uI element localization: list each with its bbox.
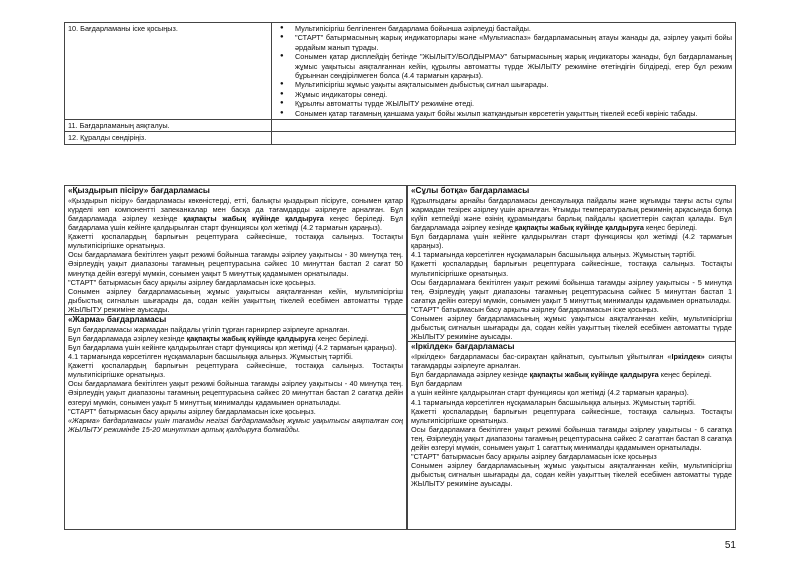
- left-column: [64, 185, 407, 530]
- paragraph: Бұл бағдарлама үшін кейінге қалдырылған старт функциясы қол жетімді (4.2 тармағын қараңыз).: [411, 232, 732, 251]
- paragraph: Осы бағдарламаға бекітілген уақыт режимі бойынша тағамды әзірлеу уақытысы - 5 минутқа тең. Әзірлеудің уақыт диапазоны тағамның рецептурасына сәйкес 5 минуттан бастап 1 сағатқа дейін өзгеруі мүмкін, сонымен уақыт 5 минуттық минималды қадамымен орнатылады.: [411, 277, 732, 305]
- list-item: ● "СТАРТ" батырмасының жарық индикаторлары және «Мультиаспаз» бағдарламасының атауы жанады да, әзірлеу уақыті бойы әрдайым жанып тұрады.: [275, 33, 732, 52]
- paragraph: Құрылғыдағы арнайы бағдарламасы денсаулыққа пайдалы және жұғымды таңғы асты сұлы жармадан тезірек әзірлеу үшін арналған. Ұтымды температуралық режимнің арқасында ботқа күйіп кетпейді және өзінің құрамындағы барлық пайдалы қасиеттерін сақтап қалады. Бұл бағдарламада әзірлеу кезінде қақпақты жабық күйінде қалдыруға кеңес беріледі.: [411, 195, 732, 233]
- paragraph: "СТАРТ" батырмасын басу арқылы әзірлеу бағдарламасын іске қосыңыз.: [68, 277, 316, 287]
- section-title: «Жарма» бағдарламасы: [68, 315, 167, 325]
- paragraph: Сонымен әзірлеу бағдарламасының жұмыс уақытысы аяқталғаннан кейін, мультипісіргіш дыбыстық сигналын шығарады да, содан кейін уақыттың тікелей есебімен автоматты түрде ЖЫЛЫТУ режиміне ауысады.: [411, 461, 732, 489]
- paragraph: Сонымен әзірлеу бағдарламасының жұмыс уақытысы аяқталғаннан кейін, мультипісіргіш дыбыстық сигналын шығарады да, содан кейін уақыттың тікелей есебімен автоматты түрде ЖЫЛЫТУ режиміне ауысады.: [411, 314, 732, 342]
- table-row: [65, 23, 736, 120]
- paragraph: Бұл бағдарламада әзірлеу кезінде қақпақты жабық күйінде қалдыруға кеңес беріледі.: [411, 370, 712, 380]
- paragraph: "СТАРТ" батырмасын басу арқылы әзірлеу бағдарламасын іске қосыңыз: [411, 452, 657, 462]
- paragraph: 4.1 тармағында көрсетілген нұсқамаларын басшылыққа алыңыз. Жұмыстың тәртібі.: [68, 352, 353, 362]
- table-row: [65, 132, 736, 144]
- paragraph: а үшін кейінге қалдырылған старт функциясы қол жетімді (4.2 тармағын қараңыз).: [411, 388, 689, 398]
- paragraph: Бұл бағдарлам: [411, 379, 462, 389]
- step-10-details: [272, 23, 736, 120]
- paragraph: 4.1 тармағында көрсетілген нұсқамаларын басшылыққа алыңыз. Жұмыстың тәртібі.: [411, 250, 696, 260]
- list-item: ● Жұмыс индикаторы сөнеді.: [275, 90, 732, 99]
- bullet-list: [275, 24, 732, 118]
- section-title: «Сұлы ботқа» бағдарламасы: [411, 186, 530, 195]
- paragraph: Осы бағдарламаға бекітілген уақыт режимі бойынша тағамды әзірлеу уақытысы - 40 минутқа тең. Әзірлеудің уақыт диапазоны тағамның рецептурасына сәйкес 20 минуттан бастап 2 сағатқа дейін өзгеруі мүмкін, сонымен уақыт 5 минуттық минималды қадамымен орнатылады.: [68, 379, 403, 407]
- paragraph: 4.1 тармағында көрсетілген нұсқамаларын басшылыққа алыңыз. Жұмыстың тәртібі.: [411, 397, 696, 407]
- step-11-details: [272, 120, 736, 132]
- paragraph: «Іркілдек» бағдарламасы бас-сирақтан қайнатып, суытылып ұйытылған «Іркілдек» сияқты тағамдарды әзірлеуге арналған.: [411, 352, 733, 371]
- list-item: ● Сонымен қатар дисплейдің бетінде "ЖЫЛЫТУ/БОЛДЫРМАУ" батырмасының жарық индикаторы жанады, бұл бағдарламаның жұмыс уақытысы аяқталғаннан кейін, құрылғы автоматты түрде ЖЫЛЫТУ режиміне өтетіндігін білдіреді, егер бұл режим бұрыннан сөндірілмеген болса (4.4 тармағын қараңыз).: [275, 52, 732, 80]
- list-item: ● Мультипісіргіш белгіленген бағдарлама бойынша әзірлеуді бастайды.: [275, 24, 732, 33]
- paragraph: «Қыздырып пісіру» бағдарламасы көкөністерді, етті, балықты қыздырып пісіруге, сонымен қатар күрделі көп компонентті запеканкалар мен басқа да тағамдарды әзірлеуге арналған. Бұл бағдарламада әзірлеу кезінде қақпақты жабық күйінде қалдыруға кеңес беріледі. Бұл бағдарлама үшін кейінге қалдырылған старт функциясы қол жетімді (4.2 тармағын қараңыз).: [68, 195, 404, 233]
- paragraph: Бұл бағдарламада әзірлеу кезінде қақпақты жабық күйінде қалдыруға кеңес беріледі.: [68, 333, 369, 343]
- section-box: [408, 341, 735, 488]
- paragraph: Қажетті қоспалардың барлығын рецептураға сәйкесінше, тостаққа салыңыз. Тостақты мультипісіргішке орнатыңыз.: [411, 406, 732, 425]
- page-number: 51: [724, 540, 736, 551]
- section-title: «Қыздырып пісіру» бағдарламасы: [68, 186, 210, 195]
- steps-table: [64, 22, 736, 145]
- paragraph: "СТАРТ" батырмасын басу арқылы әзірлеу бағдарламасын іске қосыңыз.: [68, 406, 316, 416]
- step-11-label: 11. Бағдарламаның аяқталуы.: [65, 120, 272, 132]
- right-column: [407, 185, 736, 530]
- paragraph: Қажетті қоспалардың барлығын рецептураға сәйкесінше, тостаққа салыңыз. Тостақты мультипісіргішке орнатыңыз.: [68, 361, 403, 380]
- paragraph: «Жарма» бағдарламасы үшін тағамды негізгі бағдарламадың жұмыс уақытысы аяқталған соң ЖЫЛЫТУ режимінде 15-20 минуттан артық қалдыруға болмайды.: [68, 415, 403, 434]
- paragraph: Қажетті қоспалардың барлығын рецептураға сәйкесінше, тостаққа салыңыз. Тостақты мультипісіргішке орнатыңыз.: [68, 232, 403, 251]
- paragraph: Осы бағдарламаға бекітілген уақыт режимі бойынша тағамды әзірлеу уақытысы - 30 минутқа тең. Әзірлеудің уақыт диапазоны тағамның рецептурасына сәйкес 10 минуттан бастап 2 сағат 50 минутқа дейін өзгеруі мүмкін, сонымен уақыт 5 минуттық қадамымен орнатылады.: [68, 250, 403, 278]
- paragraph: Сонымен әзірлеу бағдарламасының жұмыс уақытысы аяқталғаннан кейін, мультипісіргіш дыбыстық сигналын шығарады да, содан кейін уақыттың тікелей есебімен автоматты түрде ЖЫЛЫТУ режиміне ауысады.: [68, 286, 403, 314]
- paragraph: Бұл бағдарламасы жармадан пайдалы үгіліп тұрған гарнирлер әзірлеуге арналған.: [68, 324, 350, 334]
- step-12-label: 12. Құралды сөндіріңіз.: [65, 132, 272, 144]
- list-item: ● Сонымен қатар тағамның қаншама уақыт бойы жылып жатқандығын көрсететін уақыттың тікелей есебі көрініс табады.: [275, 109, 732, 118]
- paragraph: "СТАРТ" батырмасын басу арқылы әзірлеу бағдарламасын іске қосыңыз.: [411, 304, 659, 314]
- table-row: [65, 120, 736, 132]
- section-title: «Іркілдек» бағдарламасы: [411, 342, 515, 352]
- paragraph: Осы бағдарламаға бекітілген уақыт режимі бойынша тағамды әзірлеу уақытысы - 6 сағатқа тең. Әзірлеудің уақыт диапазоны тағамның рецептурасына сәйкес 2 сағаттан бастап 8 сағатқа дейін өзгеруі мүмкін, сонымен уақыт 1 сағаттық минималды қадамымен орнатылады.: [411, 424, 732, 453]
- paragraph: Бұл бағдарлама үшін кейінге қалдырылған старт функциясы қол жетімді (4.2 тармағын қараңыз).: [68, 343, 397, 352]
- step-12-details: [272, 132, 736, 144]
- section-box: [65, 314, 406, 434]
- paragraph: Қажетті қоспалардың барлығын рецептураға сәйкесінше, тостаққа салыңыз. Тостақты мультипісіргішке орнатыңыз.: [411, 259, 732, 278]
- list-item: ● Мультипісіргіш жұмыс уақыты аяқталысымен дыбыстық сигнал шығарады.: [275, 80, 732, 89]
- list-item: ● Құрылғы автоматты түрде ЖЫЛЫТУ режиміне өтеді.: [275, 99, 732, 108]
- step-10-label: 10. Бағдарламаны іске қосыңыз.: [65, 23, 272, 120]
